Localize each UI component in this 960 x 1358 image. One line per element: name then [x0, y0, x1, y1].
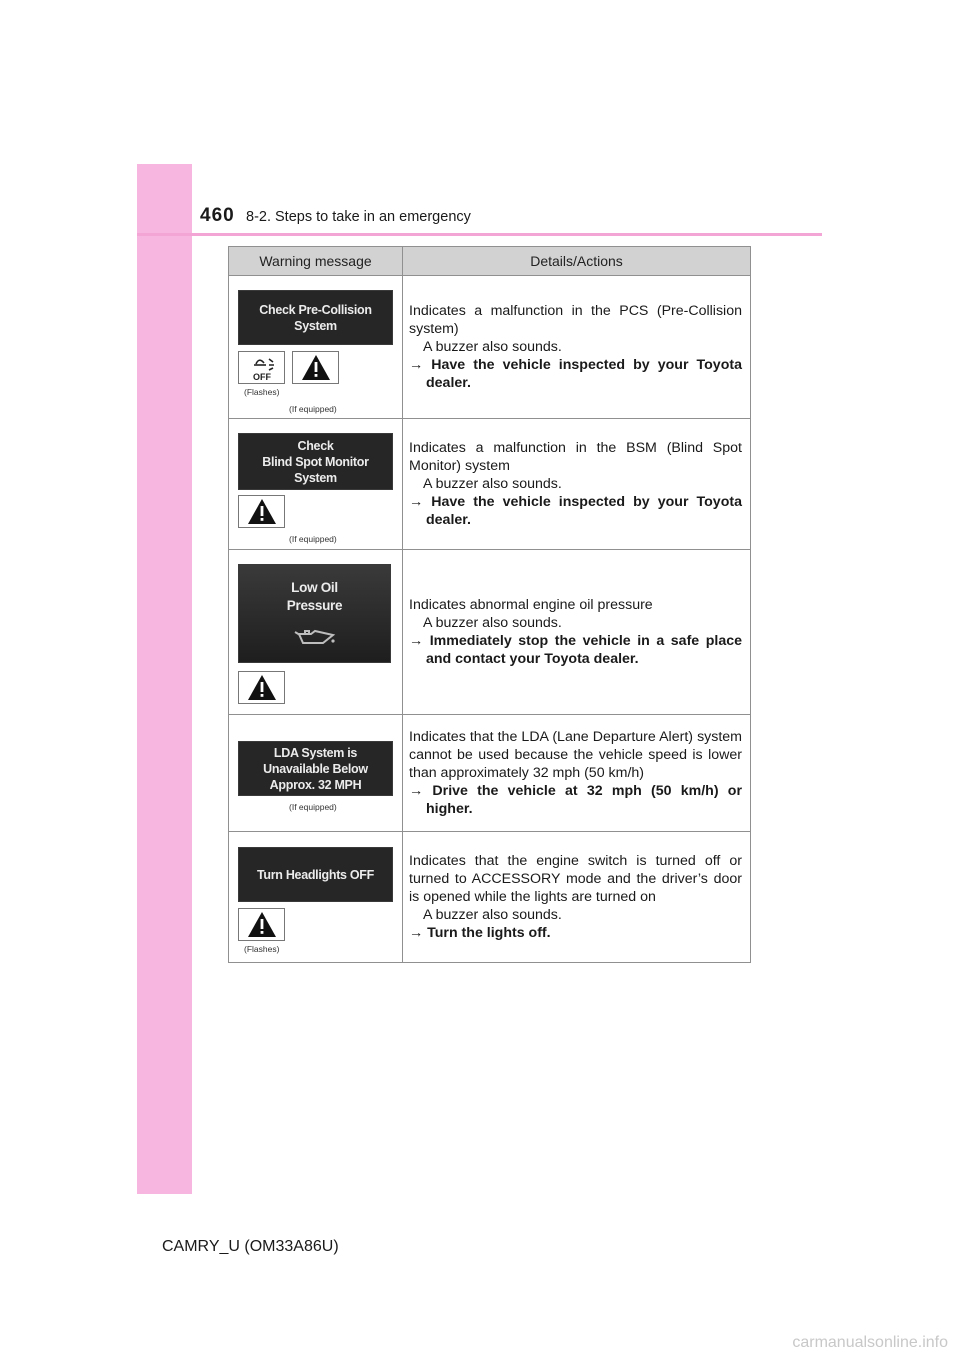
screen-line: Blind Spot Monitor: [262, 454, 369, 469]
section-title: 8-2. Steps to take in an emergency: [246, 209, 471, 225]
warning-image-cell: [229, 419, 403, 550]
arrow-icon: →: [409, 633, 424, 649]
screen-line: LDA System is: [273, 745, 358, 760]
screen-line: System: [294, 470, 337, 485]
detail-description: Indicates that the LDA (Lane Departure Alert) system cannot be used because the vehicle speed is lower than approximately 32 mph (50 km/h): [409, 729, 742, 781]
display-screen-lda: [238, 741, 393, 796]
screen-line: Approx. 32 MPH: [269, 777, 362, 792]
warning-image-cell: [229, 715, 403, 832]
table-row: [229, 832, 751, 963]
if-equipped-note: (If equipped): [289, 534, 337, 544]
table-row: [229, 550, 751, 715]
details-cell: [403, 715, 751, 832]
master-warning-icon: [238, 671, 285, 704]
master-warning-icon: [238, 495, 285, 528]
table-row: [229, 715, 751, 832]
table-header-row: [229, 247, 751, 276]
screen-line: System: [294, 318, 337, 333]
screen-line: Pressure: [286, 598, 343, 613]
screen-line: Turn Headlights OFF: [257, 867, 374, 882]
screen-line: Low Oil: [291, 580, 338, 595]
table-row: [229, 276, 751, 419]
detail-action: [409, 632, 742, 668]
chapter-side-tab: [137, 164, 192, 1194]
detail-description: Indicates that the engine switch is turned off or turned to ACCESSORY mode and the driver’s door is opened while the lights are turned on: [409, 853, 742, 905]
screen-line: Check: [297, 438, 334, 453]
warning-message-table: [228, 246, 751, 963]
action-text: Have the vehicle inspected by your Toyota dealer.: [426, 494, 742, 528]
pcs-off-icon: [238, 351, 285, 384]
arrow-icon: →: [409, 494, 424, 510]
flashes-note: (Flashes): [244, 387, 280, 397]
detail-action: [409, 924, 742, 942]
detail-buzzer: A buzzer also sounds.: [423, 339, 562, 355]
if-equipped-note: (If equipped): [289, 802, 337, 812]
detail-buzzer: A buzzer also sounds.: [423, 615, 562, 631]
table-row: [229, 419, 751, 550]
oil-can-icon: [293, 625, 337, 647]
warning-image-cell: [229, 550, 403, 715]
detail-action: [409, 493, 742, 529]
details-cell: [403, 550, 751, 715]
detail-description: Indicates a malfunction in the BSM (Blind Spot Monitor) system: [409, 440, 742, 474]
header-divider: [137, 233, 822, 236]
warning-image-cell: [229, 276, 403, 419]
column-header-details-actions: Details/Actions: [403, 247, 751, 276]
detail-buzzer: A buzzer also sounds.: [423, 476, 562, 492]
details-cell: [403, 276, 751, 419]
warning-image-cell: [229, 832, 403, 963]
detail-description: Indicates a malfunction in the PCS (Pre-Collision system): [409, 303, 742, 337]
arrow-icon: →: [409, 783, 424, 799]
master-warning-icon: [292, 351, 339, 384]
screen-line: Check Pre-Collision: [259, 302, 372, 317]
page-number: 460: [200, 205, 235, 226]
action-text: Drive the vehicle at 32 mph (50 km/h) or higher.: [426, 783, 742, 817]
detail-buzzer: A buzzer also sounds.: [423, 907, 562, 923]
arrow-icon: →: [409, 925, 424, 941]
details-cell: [403, 419, 751, 550]
display-screen-low-oil: [238, 564, 391, 663]
display-screen-bsm: [238, 433, 393, 490]
action-text: Have the vehicle inspected by your Toyota dealer.: [426, 357, 742, 391]
detail-action: [409, 782, 742, 818]
display-screen-headlights: [238, 847, 393, 902]
detail-action: [409, 356, 742, 392]
master-warning-icon: [238, 908, 285, 941]
column-header-warning-message: Warning message: [229, 247, 403, 276]
screen-line: Unavailable Below: [263, 761, 368, 776]
if-equipped-note: (If equipped): [289, 404, 337, 414]
display-screen-pcs: [238, 290, 393, 345]
watermark: carmanualsonline.info: [792, 1334, 948, 1351]
footer-document-code: CAMRY_U (OM33A86U): [162, 1238, 339, 1255]
details-cell: [403, 832, 751, 963]
detail-description: Indicates abnormal engine oil pressure: [409, 597, 653, 613]
action-text: Turn the lights off.: [427, 925, 551, 941]
pcs-off-label: OFF: [252, 371, 271, 382]
action-text: Immediately stop the vehicle in a safe place and contact your Toyota dealer.: [426, 633, 742, 667]
arrow-icon: →: [409, 357, 424, 373]
flashes-note: (Flashes): [244, 944, 280, 954]
